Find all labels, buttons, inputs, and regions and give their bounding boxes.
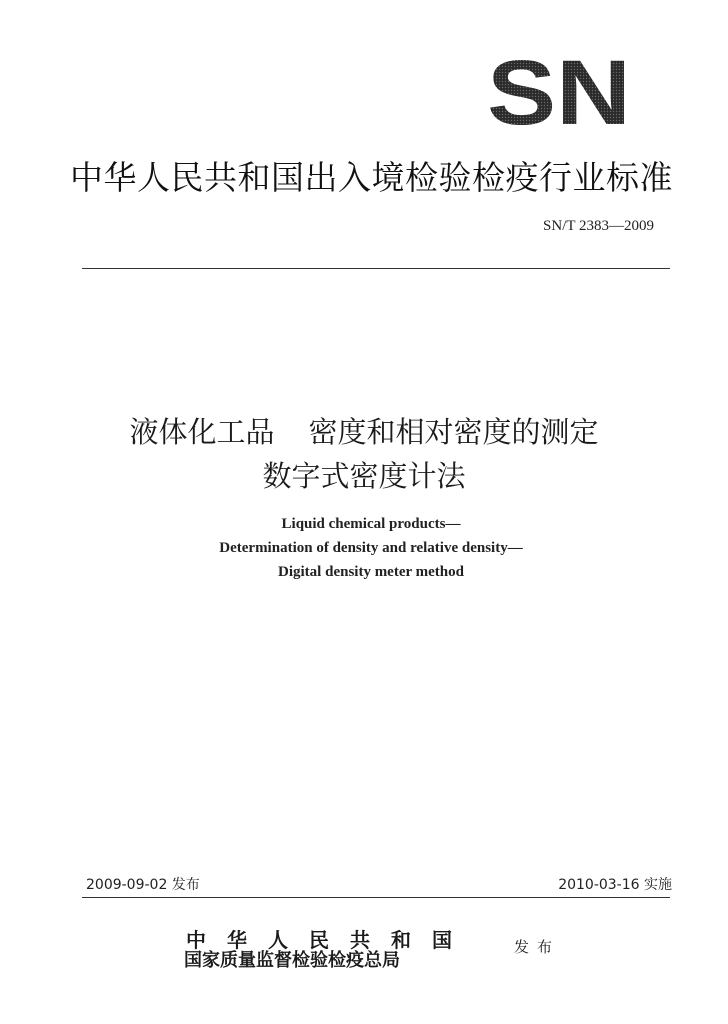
sn-logo xyxy=(486,56,632,128)
document-title-line1 xyxy=(0,410,728,451)
english-title-line1: Liquid chemical products— xyxy=(281,516,461,532)
publish-label: 发布 xyxy=(514,938,561,956)
issuer-line2: 国家质量监督检验检疫总局 xyxy=(184,950,400,971)
document-title-line2: 数字式密度计法 xyxy=(262,459,466,493)
sn-logo-text: SN xyxy=(487,56,631,128)
bottom-divider xyxy=(82,897,670,898)
title-part1: 液体化工品 xyxy=(129,415,275,449)
issue-date: 2009-09-02 发布 xyxy=(86,877,200,893)
implementation-date: 2010-03-16 实施 xyxy=(558,877,672,893)
standard-number: SN/T 2383—2009 xyxy=(543,218,654,234)
title-part2: 密度和相对密度的测定 xyxy=(308,415,599,449)
standard-category-title: 中华人民共和国出入境检验检疫行业标准 xyxy=(70,158,673,197)
english-title-line2: Determination of density and relative density— xyxy=(219,540,523,556)
issuer-line1: 中华人民共和国 xyxy=(186,928,473,952)
top-divider xyxy=(82,268,670,269)
english-title-line3: Digital density meter method xyxy=(278,564,464,580)
